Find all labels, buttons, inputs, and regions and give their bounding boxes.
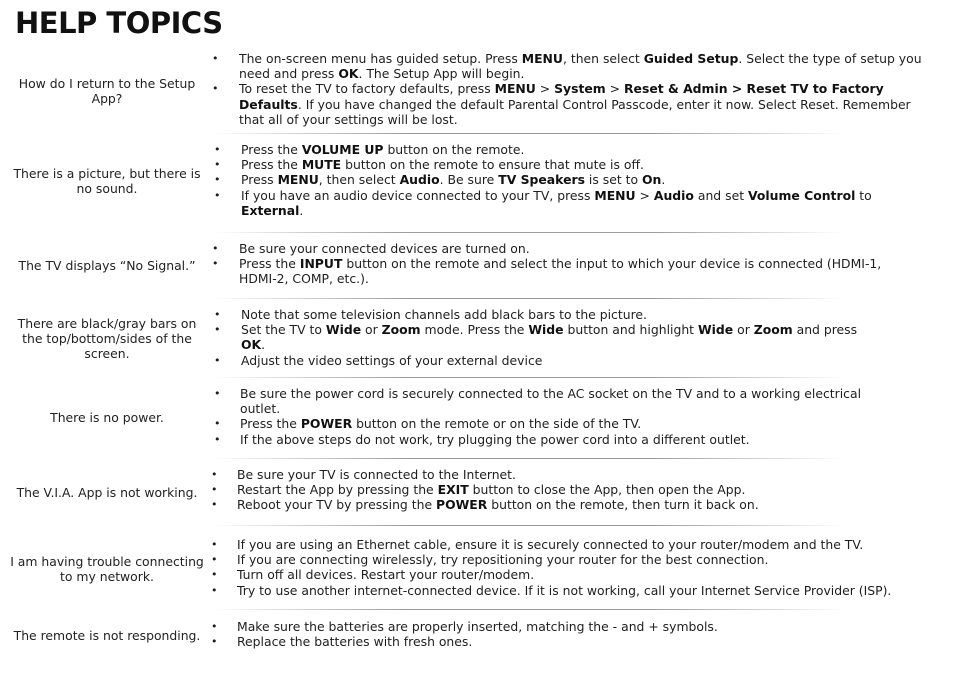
answer-text: . <box>261 337 266 353</box>
answer-keyword: MENU <box>594 187 636 203</box>
bullet-icon: • <box>214 323 221 337</box>
answer-text: . <box>661 172 666 188</box>
section-divider <box>214 232 844 233</box>
answer-item <box>0 256 895 286</box>
answer-text: button on the remote. <box>383 142 525 157</box>
bullet-icon: • <box>211 483 218 497</box>
answer-item <box>0 552 954 567</box>
topic-answers <box>0 51 954 127</box>
answer-text: > <box>605 81 624 97</box>
answer-keyword: Audio <box>399 172 440 188</box>
answer-text: and set <box>693 187 748 203</box>
answer-text: , then select <box>562 51 644 66</box>
answer-text: button to close the App, then open the App. <box>468 482 746 498</box>
bullet-icon: • <box>212 257 219 271</box>
answer-text: button on the remote, then turn it back on. <box>487 497 759 513</box>
answer-text: To reset the TV to factory defaults, press <box>239 81 495 97</box>
answer-text: Press the <box>239 256 300 272</box>
answer-text: . The Setup App will begin. <box>358 66 525 82</box>
bullet-icon: • <box>211 553 218 567</box>
answer-text: > <box>535 81 555 97</box>
answer-text: . Select the type of setup you need and press <box>239 51 922 82</box>
answer-text: Set the TV to <box>241 322 326 338</box>
bullet-icon: • <box>211 538 218 551</box>
bullet-icon: • <box>214 188 221 202</box>
answer-text: If you are using an Ethernet cable, ensure it is securely connected to your router/modem and the TV. <box>237 537 864 552</box>
bullet-icon: • <box>214 308 221 321</box>
answer-keyword: Wide <box>528 322 564 338</box>
topic-question: The TV displays “No Signal.” <box>18 257 196 273</box>
answer-item <box>0 497 895 512</box>
section-divider <box>214 133 844 134</box>
bullet-icon: • <box>214 143 221 156</box>
topic-question: How do I return to the Setup App? <box>18 76 196 106</box>
page-title: HELP TOPICS <box>15 6 223 40</box>
answer-text: Press the <box>240 416 301 432</box>
answer-item <box>0 81 935 127</box>
answer-keyword: On <box>642 172 662 188</box>
answer-item <box>0 619 895 634</box>
answer-item <box>0 307 895 322</box>
answer-item <box>0 432 895 447</box>
answer-text: Restart the App by pressing the <box>237 482 438 498</box>
answer-text: Turn off all devices. Restart your router/modem. <box>237 567 535 583</box>
answer-text: Press <box>241 172 278 188</box>
section-divider <box>214 458 844 459</box>
topic-answers <box>0 307 954 368</box>
answer-text: is set to <box>584 172 642 188</box>
answer-item <box>0 142 915 157</box>
topic-answers <box>0 537 954 598</box>
answer-text: Adjust the video settings of your external device <box>241 352 543 368</box>
bullet-icon: • <box>214 353 221 367</box>
answer-text: . If you have changed the default Parental Control Passcode, enter it now. Select Reset. Remember that all of your settings will be lost. <box>239 96 911 127</box>
answer-keyword: TV Speakers <box>498 172 585 188</box>
answer-item <box>0 583 954 598</box>
topic-question: There are black/gray bars on the top/bottom/sides of the screen. <box>17 315 197 361</box>
answer-text: button and highlight <box>563 322 698 338</box>
bullet-icon: • <box>214 387 221 400</box>
topic-question: The remote is not responding. <box>13 627 201 643</box>
answer-text: Be sure your connected devices are turned on. <box>239 241 530 256</box>
answer-text: mode. Press the <box>420 322 529 338</box>
section-divider <box>214 525 844 526</box>
answer-text: . <box>299 202 304 218</box>
answer-text: button on the remote to ensure that mute is off. <box>341 157 644 173</box>
answer-item <box>0 241 895 256</box>
answer-text: If the above steps do not work, try plugging the power cord into a different outlet. <box>240 431 750 447</box>
bullet-icon: • <box>211 468 218 481</box>
answer-text: If you are connecting wirelessly, try repositioning your router for the best connection. <box>237 552 769 568</box>
answer-item <box>0 353 895 368</box>
answer-text: button on the remote or on the side of the TV. <box>352 416 642 432</box>
answer-text: , then select <box>318 172 400 188</box>
answer-text: Reboot your TV by pressing the <box>237 497 437 513</box>
answer-keyword: Zoom <box>753 322 793 338</box>
answer-item <box>0 467 895 482</box>
bullet-icon: • <box>214 173 221 187</box>
answer-text: The on-screen menu has guided setup. Press <box>239 51 522 66</box>
answer-text: . Be sure <box>439 172 499 188</box>
answer-item <box>0 482 895 497</box>
answer-keyword: MENU <box>521 51 563 66</box>
answer-text: Be sure your TV is connected to the Internet. <box>237 467 516 482</box>
answer-keyword: Reset & Admin > Reset TV to Factory Defaults <box>239 81 884 112</box>
answer-keyword: Wide <box>325 322 362 338</box>
answer-keyword: EXIT <box>437 482 469 498</box>
answer-item <box>0 386 895 416</box>
topic-answers <box>0 142 954 218</box>
bullet-icon: • <box>211 583 218 597</box>
answer-item <box>0 188 915 218</box>
answer-keyword: Zoom <box>381 322 421 338</box>
answer-text: Be sure the power cord is securely connected to the AC socket on the TV and to a working electrical outlet. <box>240 386 862 417</box>
answer-item <box>0 322 895 352</box>
topic-question: There is no power. <box>50 409 164 425</box>
answer-text: If you have an audio device connected to your TV, press <box>241 187 595 203</box>
answer-keyword: POWER <box>436 497 488 513</box>
answer-keyword: OK <box>338 66 359 82</box>
answer-keyword: Wide <box>697 322 734 338</box>
section-divider <box>214 609 844 610</box>
topic-answers <box>0 467 954 513</box>
answer-text: and press <box>792 322 858 338</box>
topic-question: The V.I.A. App is not working. <box>16 484 198 500</box>
answer-keyword: MENU <box>277 172 319 188</box>
topic-question: I am having trouble connecting to my network. <box>10 554 204 584</box>
answer-keyword: Volume Control <box>748 187 856 203</box>
answer-keyword: Guided Setup <box>643 51 739 66</box>
answer-item <box>0 416 895 431</box>
bullet-icon: • <box>214 158 221 172</box>
answer-item <box>0 634 895 649</box>
answer-keyword: MUTE <box>301 157 342 173</box>
topic-question: There is a picture, but there is no sound. <box>13 166 201 196</box>
answer-keyword: Audio <box>653 187 694 203</box>
answer-item <box>0 51 935 81</box>
answer-keyword: INPUT <box>299 256 343 272</box>
answer-keyword: VOLUME UP <box>301 142 384 157</box>
bullet-icon: • <box>211 620 218 633</box>
answer-item <box>0 537 954 552</box>
answer-text: button on the remote and select the input to which your device is connected (HDMI-1, HDMI-2, COMP, etc.). <box>239 256 882 287</box>
bullet-icon: • <box>212 242 219 255</box>
answer-text: or <box>361 322 382 338</box>
bullet-icon: • <box>212 82 219 96</box>
topic-answers <box>0 241 954 287</box>
answer-text: Press the <box>241 157 302 173</box>
bullet-icon: • <box>211 568 218 582</box>
topic-answers <box>0 386 954 447</box>
answer-keyword: External <box>241 202 300 218</box>
bullet-icon: • <box>212 52 219 65</box>
bullet-icon: • <box>211 498 218 512</box>
bullet-icon: • <box>214 432 221 446</box>
answer-text: Try to use another internet-connected device. If it is not working, call your Internet Service Provider (ISP). <box>237 582 892 598</box>
answer-text: Make sure the batteries are properly inserted, matching the - and + symbols. <box>237 619 718 634</box>
answer-keyword: OK <box>241 337 262 353</box>
topic-answers <box>0 619 954 649</box>
answer-item <box>0 567 954 582</box>
bullet-icon: • <box>214 417 221 431</box>
answer-keyword: POWER <box>300 416 353 432</box>
bullet-icon: • <box>211 635 218 649</box>
answer-text: Replace the batteries with fresh ones. <box>237 634 473 650</box>
section-divider <box>214 298 844 299</box>
answer-text: to <box>855 187 872 203</box>
answer-text: or <box>733 322 754 338</box>
answer-text: > <box>635 187 654 203</box>
section-divider <box>214 377 844 378</box>
answer-keyword: MENU <box>494 81 536 97</box>
answer-keyword: System <box>554 81 606 97</box>
answer-text: Note that some television channels add black bars to the picture. <box>241 307 647 322</box>
answer-item <box>0 157 915 172</box>
answer-item <box>0 172 915 187</box>
answer-text: Press the <box>241 142 302 157</box>
